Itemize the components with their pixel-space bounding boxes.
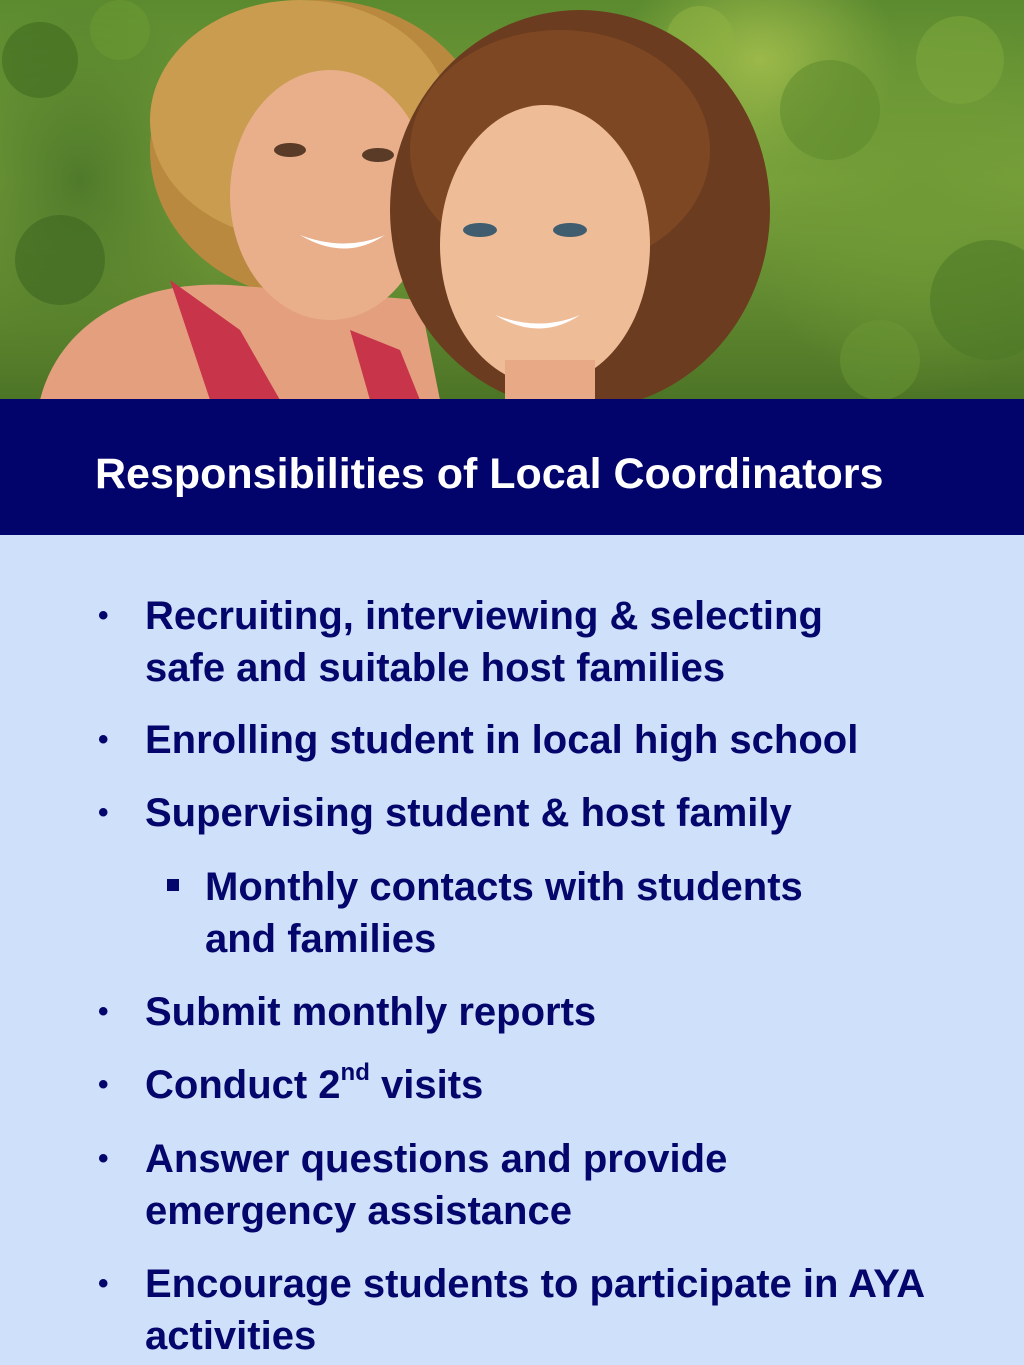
list-item-text: Submit monthly reports	[145, 990, 597, 1034]
bullet-icon: •	[98, 723, 109, 756]
slide-title: Responsibilities of Local Coordinators	[95, 450, 884, 498]
sub-list-item	[205, 861, 875, 965]
list-item-text: Monthly contacts with students and families	[205, 865, 803, 961]
list-item-text	[145, 1059, 483, 1111]
bullet-icon: •	[98, 1267, 109, 1300]
list-item-text: Enrolling student in local high school	[145, 718, 859, 762]
list-item-text: Encourage students to participate in AYA activities	[145, 1262, 924, 1358]
list-item-text-part: visits	[369, 1063, 484, 1107]
bullet-icon: •	[98, 599, 109, 632]
photo-illustration	[0, 0, 1024, 400]
bullet-icon: •	[98, 1068, 109, 1101]
list-item-text-part: Conduct 2	[145, 1063, 341, 1107]
superscript: nd	[340, 1058, 370, 1086]
list-item	[98, 787, 792, 839]
list-item	[98, 590, 905, 694]
bullet-icon: •	[98, 1142, 109, 1175]
list-item-text: Recruiting, interviewing & selecting safe and suitable host families	[145, 594, 823, 690]
list-item-text: Supervising student & host family	[145, 791, 792, 835]
list-item	[98, 714, 859, 766]
square-bullet-icon	[167, 879, 179, 891]
list-item	[98, 1258, 935, 1362]
list-item	[98, 1133, 845, 1237]
bullet-icon: •	[98, 796, 109, 829]
bullet-icon: •	[98, 995, 109, 1028]
list-item	[98, 1058, 484, 1111]
list-item-text: Answer questions and provide emergency assistance	[145, 1137, 728, 1233]
photo-two-smiling-women	[0, 0, 1024, 400]
list-item	[98, 986, 597, 1038]
